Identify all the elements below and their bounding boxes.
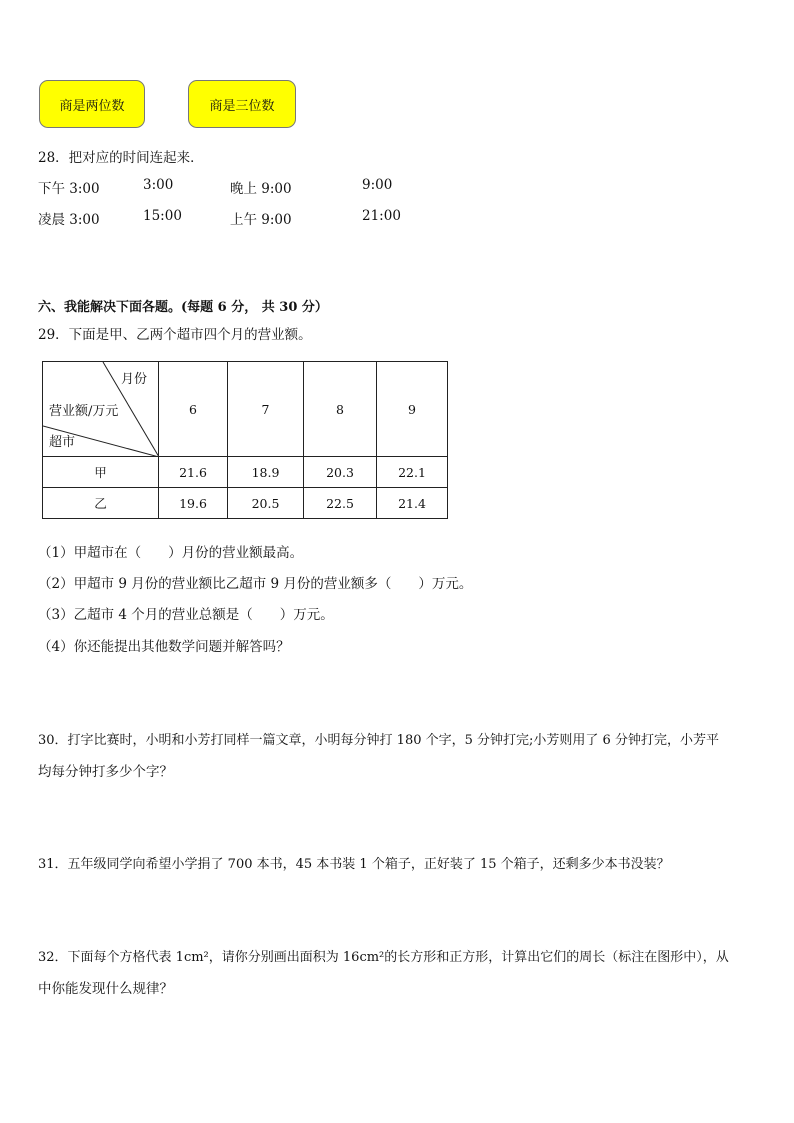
month-header: 7	[228, 362, 304, 457]
q28-r1-c3: 晚上 9:00	[230, 181, 292, 197]
header-market-label: 超市	[49, 435, 76, 450]
sales-table	[42, 361, 448, 519]
header-sales-label: 营业额/万元	[49, 404, 119, 419]
table-cell: 22.5	[304, 488, 377, 519]
section-6-title: 六、我能解决下面各题。(每题 6 分， 共 30 分）	[38, 300, 328, 315]
market-name: 甲	[43, 457, 159, 488]
header-month-label: 月份	[121, 372, 148, 387]
q29-sub-3: （3）乙超市 4 个月的营业总额是（ ）万元。	[38, 607, 334, 623]
table-cell: 18.9	[228, 457, 304, 488]
q29-sub-1: （1）甲超市在（ ）月份的营业额最高。	[38, 545, 304, 561]
q28-r2-c4: 21:00	[362, 208, 401, 224]
table-cell: 22.1	[377, 457, 448, 488]
table-row	[43, 488, 448, 519]
q30-line-2: 均每分钟打多少个字？	[38, 764, 173, 780]
callout-right-text: 商是三位数	[209, 98, 275, 114]
q32-line-2: 中你能发现什么规律？	[38, 981, 173, 997]
table-cell: 19.6	[159, 488, 228, 519]
q29-title: 29．下面是甲、乙两个超市四个月的营业额。	[38, 327, 312, 343]
q28-r2-c3: 上午 9:00	[230, 212, 292, 228]
callout-left-text: 商是两位数	[59, 98, 125, 114]
q28-title: 28．把对应的时间连起来．	[38, 150, 204, 166]
table-cell: 20.3	[304, 457, 377, 488]
table-cell: 21.4	[377, 488, 448, 519]
table-header-row	[43, 362, 448, 457]
table-cell: 21.6	[159, 457, 228, 488]
q28-r2-c1: 凌晨 3:00	[38, 212, 100, 228]
month-header: 8	[304, 362, 377, 457]
table-row	[43, 457, 448, 488]
table-cell: 20.5	[228, 488, 304, 519]
diagonal-header-cell	[43, 362, 159, 457]
q32-line-1: 32．下面每个方格代表 1cm²，请你分别画出面积为 16cm²的长方形和正方形，计算出它们的周长（标注在图形中），从	[38, 950, 729, 965]
callout-three-digit-quotient	[188, 80, 296, 128]
q28-r1-c2: 3:00	[143, 177, 174, 193]
q30-line-1: 30．打字比赛时，小明和小芳打同样一篇文章，小明每分钟打 180 个字，5 分钟打完;小芳则用了 6 分钟打完，小芳平	[38, 733, 719, 748]
q28-r1-c1: 下午 3:00	[38, 181, 100, 197]
q29-sub-2: （2）甲超市 9 月份的营业额比乙超市 9 月份的营业额多（ ）万元。	[38, 576, 473, 592]
month-header: 6	[159, 362, 228, 457]
month-header: 9	[377, 362, 448, 457]
market-name: 乙	[43, 488, 159, 519]
callout-two-digit-quotient	[39, 80, 145, 128]
q28-r2-c2: 15:00	[143, 208, 182, 224]
q28-r1-c4: 9:00	[362, 177, 393, 193]
q29-sub-4: （4）你还能提出其他数学问题并解答吗？	[38, 639, 290, 655]
q31-line-1: 31．五年级同学向希望小学捐了 700 本书，45 本书装 1 个箱子，正好装了 15 个箱子，还剩多少本书没装？	[38, 857, 670, 872]
